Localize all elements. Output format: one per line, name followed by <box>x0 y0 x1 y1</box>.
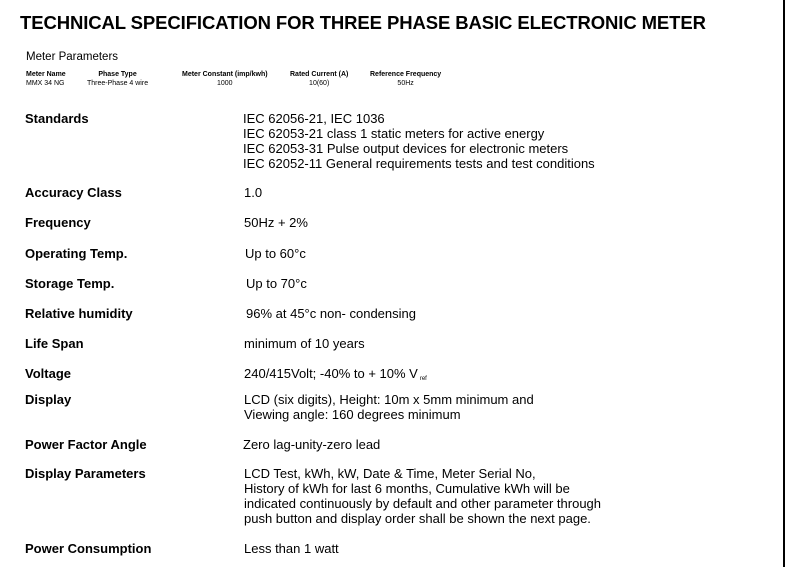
spec-value-storage-temp: Up to 70°c <box>246 276 307 291</box>
spec-label-display: Display <box>25 392 72 407</box>
param-value: 10(60) <box>309 80 330 87</box>
param-header: Phase Type <box>98 71 137 78</box>
spec-value-relative-humidity: 96% at 45°c non- condensing <box>246 306 416 321</box>
param-value: 50Hz <box>397 80 414 87</box>
spec-line: History of kWh for last 6 months, Cumulative kWh will be <box>244 481 570 496</box>
param-col-meter-constant <box>182 70 268 88</box>
spec-value-voltage <box>244 366 427 385</box>
param-header: Meter Name <box>26 71 66 78</box>
spec-value-display-parameters <box>244 466 601 526</box>
spec-line: LCD Test, kWh, kW, Date & Time, Meter Serial No, <box>244 466 536 481</box>
voltage-subscript: ref <box>419 376 427 382</box>
spec-label-standards: Standards <box>25 111 89 126</box>
voltage-text: 240/415Volt; -40% to + 10% V <box>244 366 418 381</box>
param-value: 1000 <box>216 80 233 87</box>
spec-line: LCD (six digits), Height: 10m x 5mm minimum and <box>244 392 534 407</box>
param-header: Meter Constant (imp/kwh) <box>182 71 268 78</box>
spec-line: IEC 62053-31 Pulse output devices for electronic meters <box>243 141 569 156</box>
spec-value-power-consumption: Less than 1 watt <box>244 541 339 556</box>
spec-value-accuracy-class: 1.0 <box>244 185 263 200</box>
meter-parameters-heading: Meter Parameters <box>26 51 119 63</box>
param-col-rated-current <box>290 70 348 88</box>
spec-label-power-consumption: Power Consumption <box>25 541 152 556</box>
spec-value-frequency: 50Hz + 2% <box>244 215 308 230</box>
spec-label-voltage: Voltage <box>25 366 71 381</box>
spec-label-power-factor-angle: Power Factor Angle <box>25 437 147 452</box>
spec-value-power-factor-angle: Zero lag-unity-zero lead <box>243 437 381 452</box>
spec-label-operating-temp: Operating Temp. <box>25 246 128 261</box>
spec-line: IEC 62056-21, IEC 1036 <box>243 111 385 126</box>
spec-line: Viewing angle: 160 degrees minimum <box>244 407 461 422</box>
param-col-phase-type <box>87 70 148 88</box>
param-value: MMX 34 NG <box>26 80 65 87</box>
spec-label-display-parameters: Display Parameters <box>25 466 146 481</box>
param-value: Three-Phase 4 wire <box>87 80 149 87</box>
spec-value-life-span: minimum of 10 years <box>244 336 365 351</box>
page-title: TECHNICAL SPECIFICATION FOR THREE PHASE BASIC ELECTRONIC METER <box>20 12 706 33</box>
spec-label-storage-temp: Storage Temp. <box>25 276 115 291</box>
spec-label-frequency: Frequency <box>25 215 91 230</box>
spec-label-relative-humidity: Relative humidity <box>25 306 133 321</box>
param-col-meter-name <box>26 70 66 88</box>
spec-label-accuracy-class: Accuracy Class <box>25 185 122 200</box>
param-col-reference-frequency <box>370 70 441 88</box>
right-edge-rule <box>783 0 785 567</box>
spec-line: IEC 62052-11 General requirements tests and test conditions <box>243 156 595 171</box>
spec-line: push button and display order shall be shown the next page. <box>244 511 591 526</box>
spec-line: indicated continuously by default and other parameter through <box>244 496 602 511</box>
spec-line: IEC 62053-21 class 1 static meters for active energy <box>243 126 545 141</box>
param-header: Reference Frequency <box>370 71 442 78</box>
spec-value-operating-temp: Up to 60°c <box>245 246 306 261</box>
spec-value-display <box>244 392 534 422</box>
spec-label-life-span: Life Span <box>25 336 84 351</box>
param-header: Rated Current (A) <box>290 71 349 78</box>
spec-value-standards <box>243 111 595 171</box>
